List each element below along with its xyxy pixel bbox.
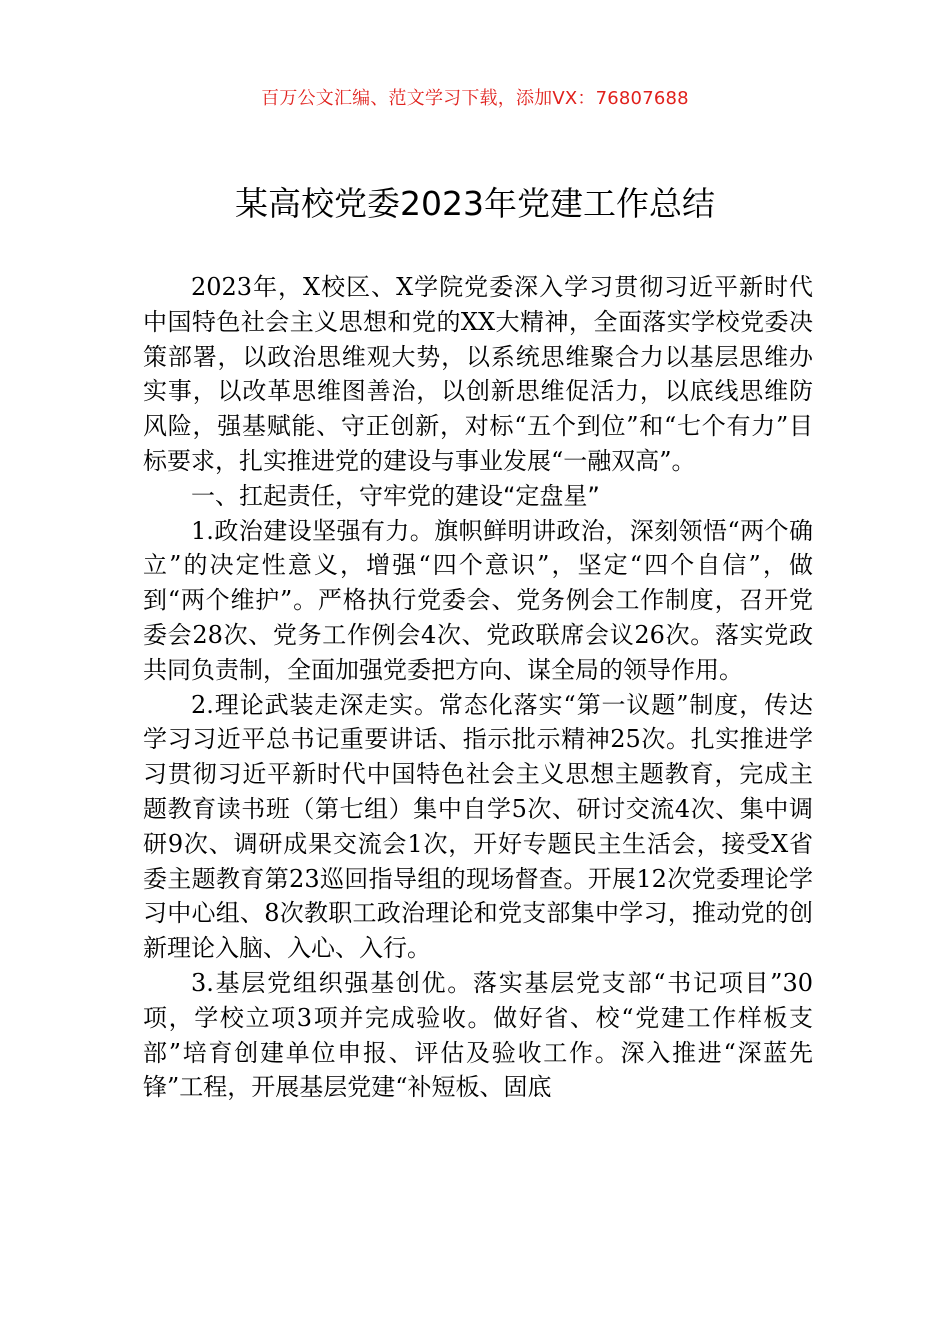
paragraph-grassroots-organization: 3.基层党组织强基创优。落实基层党支部“书记项目”30项，学校立项3项并完成验收。做好省、校“党建工作样板支部”培育创建单位申报、评估及验收工作。深入推进“深蓝先锋”工程，开展基层党建“补短板、固底 — [143, 968, 813, 1102]
intro-paragraph: 2023年，X校区、X学院党委深入学习贯彻习近平新时代中国特色社会主义思想和党的XX大精神，全面落实学校党委决策部署，以政治思维观大势，以系统思维聚合力以基层思维办实事，以改革思维图善治，以创新思维促活力，以底线思维防风险，强基赋能、守正创新，对标“五个到位”和“七个有力”目标要求，扎实推进党的建设与事业发展“一融双高”。 — [143, 273, 813, 475]
header-watermark-note: 百万公文汇编、范文学习下载，添加VX：76807688 — [261, 88, 689, 109]
section-heading-1: 一、扛起责任，守牢党的建设“定盘星” — [191, 481, 600, 510]
document-title: 某高校党委2023年党建工作总结 — [235, 184, 715, 223]
paragraph-political-construction: 1.政治建设坚强有力。旗帜鲜明讲政治，深刻领悟“两个确立”的决定性意义，增强“四个意识”，坚定“四个自信”，做到“两个维护”。严格执行党委会、党务例会工作制度，召开党委会28次、党务工作例会4次、党政联席会议26次。落实党政共同负责制，全面加强党委把方向、谋全局的领导作用。 — [143, 516, 813, 684]
paragraph-theory-study: 2.理论武装走深走实。常态化落实“第一议题”制度，传达学习习近平总书记重要讲话、指示批示精神25次。扎实推进学习贯彻习近平新时代中国特色社会主义思想主题教育，完成主题教育读书班（第七组）集中自学5次、研讨交流4次、集中调研9次、调研成果交流会1次，开好专题民主生活会，接受X省委主题教育第23巡回指导组的现场督查。开展12次党委理论学习中心组、8次教职工政治理论和党支部集中学习，推动党的创新理论入脑、入心、入行。 — [143, 690, 813, 963]
document-body — [143, 270, 813, 1105]
